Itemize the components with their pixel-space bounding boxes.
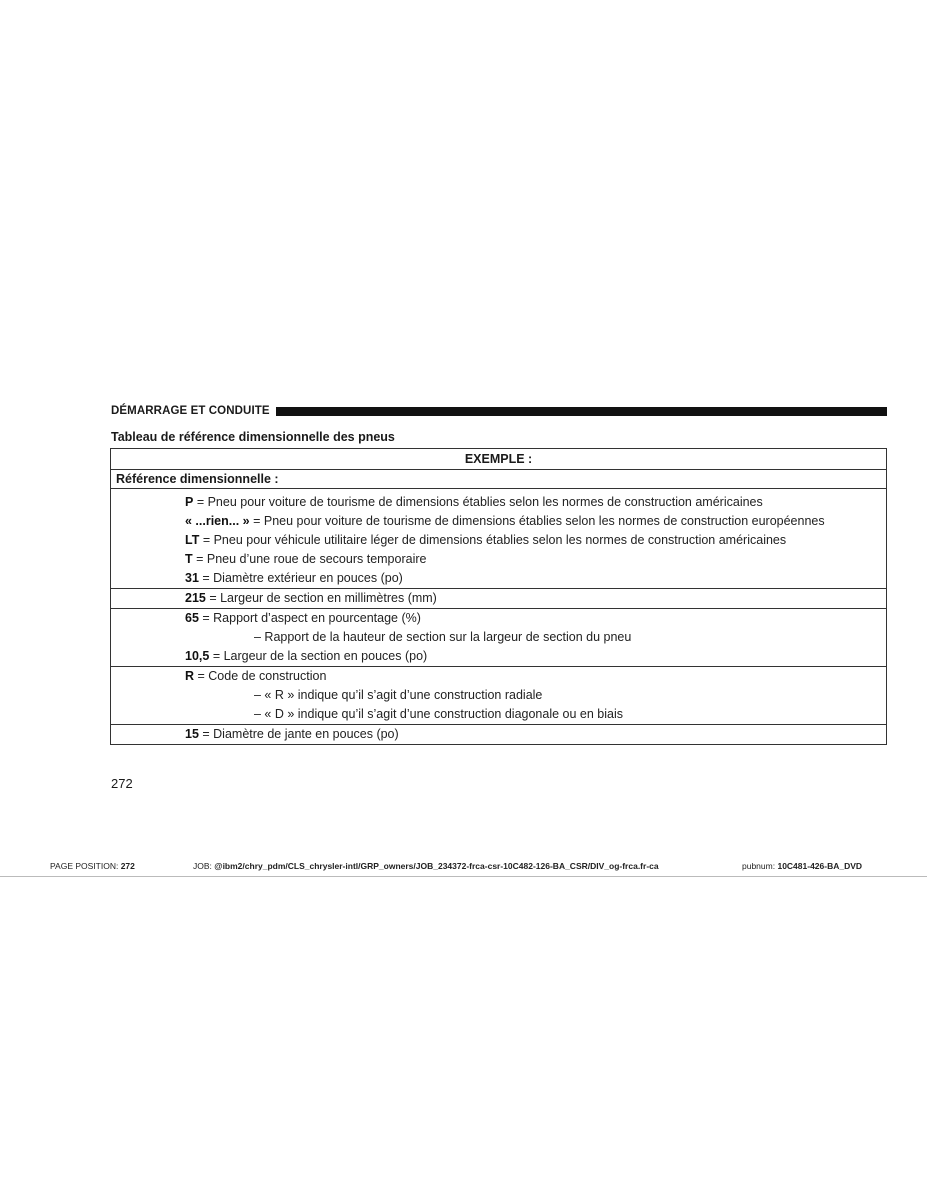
table-line-note xyxy=(111,686,886,705)
line-text: = Pneu pour voiture de tourisme de dimensions établies selon les normes de construction européennes xyxy=(249,514,825,528)
table-line xyxy=(111,647,886,666)
table-line xyxy=(111,667,886,686)
table-group-rim xyxy=(111,725,886,744)
tire-reference-table xyxy=(110,448,887,745)
table-subheader: Référence dimensionnelle : xyxy=(111,470,886,489)
footer-pubnum-value: 10C481-426-BA_DVD xyxy=(777,861,863,871)
table-group-width xyxy=(111,589,886,609)
table-line xyxy=(111,531,886,550)
line-text: = Pneu pour véhicule utilitaire léger de dimensions établies selon les normes de construction américaines xyxy=(199,533,787,547)
line-key: 15 xyxy=(185,727,199,741)
line-text: – « R » indique qu’il s’agit d’une construction radiale xyxy=(254,688,543,702)
section-title-bar xyxy=(276,407,887,416)
table-group-type xyxy=(111,489,886,589)
table-group-construction xyxy=(111,667,886,725)
footer-position-label: PAGE POSITION: xyxy=(50,861,119,871)
table-header: EXEMPLE : xyxy=(111,449,886,470)
line-key: 215 xyxy=(185,591,206,605)
footer-job-value: @ibm2/chry_pdm/CLS_chrysler-intl/GRP_owners/JOB_234372-frca-csr-10C482-126-BA_CSR/DIV_og-frca.fr-ca xyxy=(214,861,659,871)
line-text: = Rapport d’aspect en pourcentage (%) xyxy=(198,611,421,625)
table-line xyxy=(111,569,886,588)
section-title: DÉMARRAGE ET CONDUITE xyxy=(111,405,270,417)
line-text: = Diamètre de jante en pouces (po) xyxy=(198,727,399,741)
footer-pubnum xyxy=(742,861,862,871)
line-key: « ...rien... » xyxy=(185,514,250,528)
table-group-aspect xyxy=(111,609,886,667)
table-line xyxy=(111,725,886,744)
page-number: 272 xyxy=(111,776,133,791)
line-key: P xyxy=(185,495,194,509)
table-line-note xyxy=(111,628,886,647)
section-header xyxy=(111,404,887,418)
table-line xyxy=(111,493,886,512)
table-line xyxy=(111,589,886,608)
footer-divider xyxy=(0,876,927,877)
line-text: = Pneu pour voiture de tourisme de dimensions établies selon les normes de construction américaines xyxy=(193,495,763,509)
footer-job xyxy=(193,861,659,871)
line-text: = Largeur de la section en pouces (po) xyxy=(209,649,428,663)
line-key: 10,5 xyxy=(185,649,210,663)
footer-job-label: JOB: xyxy=(193,861,212,871)
line-text: = Code de construction xyxy=(194,669,327,683)
line-key: R xyxy=(185,669,195,683)
footer-pubnum-label: pubnum: xyxy=(742,861,776,871)
table-title: Tableau de référence dimensionnelle des pneus xyxy=(111,430,395,444)
table-line xyxy=(111,609,886,628)
footer-page-position xyxy=(50,861,135,871)
line-text: = Largeur de section en millimètres (mm) xyxy=(205,591,437,605)
line-key: 65 xyxy=(185,611,199,625)
line-text: – Rapport de la hauteur de section sur la largeur de section du pneu xyxy=(254,630,632,644)
line-text: = Pneu d’une roue de secours temporaire xyxy=(192,552,427,566)
line-key: LT xyxy=(185,533,200,547)
line-key: T xyxy=(185,552,193,566)
line-text: = Diamètre extérieur en pouces (po) xyxy=(198,571,403,585)
line-text: – « D » indique qu’il s’agit d’une construction diagonale ou en biais xyxy=(254,707,624,721)
table-line xyxy=(111,550,886,569)
line-key: 31 xyxy=(185,571,199,585)
footer-position-value: 272 xyxy=(120,861,135,871)
table-line-note xyxy=(111,705,886,724)
table-line xyxy=(111,512,886,531)
